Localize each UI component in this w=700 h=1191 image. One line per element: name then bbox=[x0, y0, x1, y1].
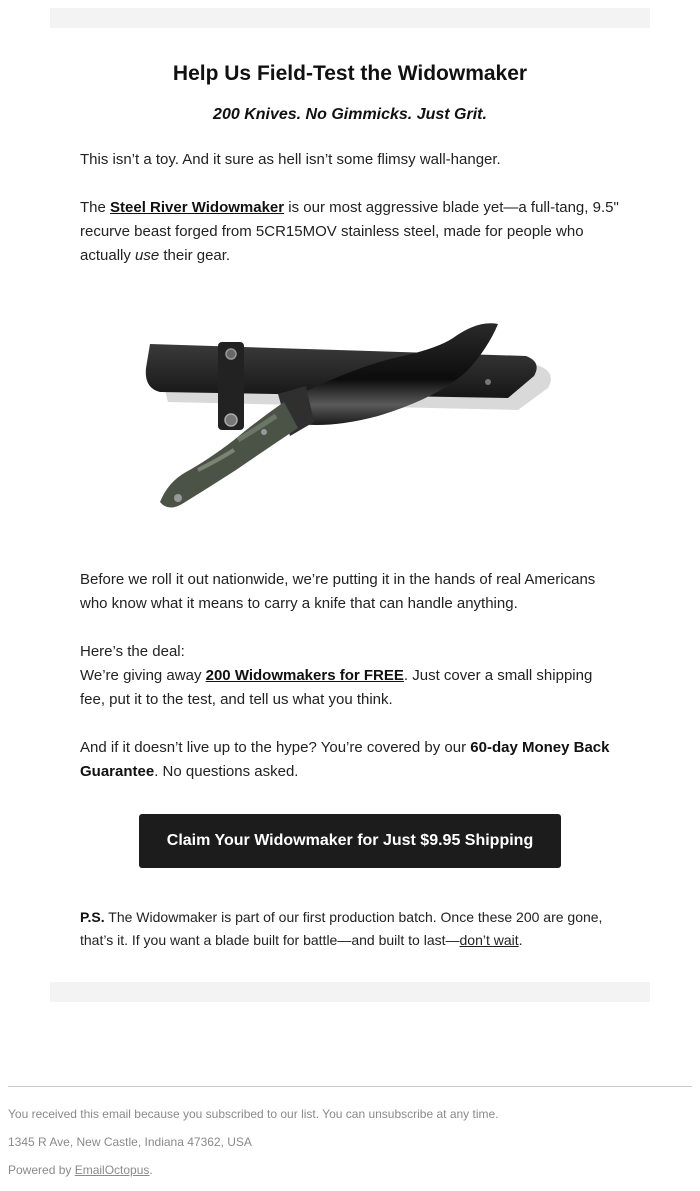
text-span: The bbox=[80, 199, 111, 216]
text-span: . bbox=[149, 1163, 153, 1177]
footer-divider bbox=[8, 1086, 692, 1087]
free-offer-link[interactable]: 200 Widowmakers for FREE bbox=[205, 667, 404, 684]
subscription-notice: You received this email because you subscribed to our list. You can unsubscribe at any time. bbox=[8, 1107, 499, 1121]
powered-by bbox=[8, 1163, 153, 1177]
mailing-address: 1345 R Ave, New Castle, Indiana 47362, USA bbox=[8, 1135, 252, 1149]
text-span: . Just cover a small shipping fee, put it to the test, and tell us what you think. bbox=[80, 667, 593, 708]
text-span: We’re giving away bbox=[80, 667, 206, 684]
deal-line: Here’s the deal: bbox=[80, 643, 185, 660]
knife-illustration bbox=[138, 290, 562, 540]
header-band bbox=[50, 8, 650, 28]
product-link[interactable]: Steel River Widowmaker bbox=[110, 199, 285, 216]
text-span: their gear. bbox=[159, 247, 231, 264]
intro-paragraph: This isn’t a toy. And it sure as hell isn’t some flimsy wall-hanger. bbox=[80, 151, 501, 168]
footer-band bbox=[50, 982, 650, 1002]
text-span: The Widowmaker is part of our first production batch. Once these 200 are gone, that’s it. If you want a blade built for battle—and built to last— bbox=[80, 909, 603, 948]
claim-button[interactable]: Claim Your Widowmaker for Just $9.95 Shipping bbox=[139, 814, 561, 868]
launch-paragraph: Before we roll it out nationwide, we’re putting it in the hands of real Americans who know what it means to carry a knife that can handle anything. bbox=[80, 571, 596, 612]
offer-paragraph bbox=[80, 640, 620, 712]
text-span: . No questions asked. bbox=[154, 763, 299, 780]
text-span: is our most aggressive blade yet—a full-tang, 9.5" recurve beast forged from 5CR15MOV stainless steel, made for people who actually bbox=[80, 199, 619, 264]
text-span: . bbox=[518, 932, 523, 948]
emphasis-text: use bbox=[135, 247, 160, 264]
dont-wait-link[interactable]: don’t wait bbox=[459, 932, 519, 948]
guarantee-paragraph bbox=[80, 736, 620, 784]
text-span: And if it doesn’t live up to the hype? You’re covered by our bbox=[80, 739, 471, 756]
email-card bbox=[50, 28, 650, 982]
ps-paragraph bbox=[80, 906, 620, 952]
email-title: Help Us Field-Test the Widowmaker bbox=[172, 62, 528, 85]
email-subtitle: 200 Knives. No Gimmicks. Just Grit. bbox=[213, 106, 487, 123]
guarantee-text: 60-day Money Back Guarantee bbox=[80, 739, 610, 780]
knife-product-image[interactable] bbox=[138, 290, 562, 540]
product-paragraph bbox=[80, 196, 620, 268]
ps-label: P.S. bbox=[80, 909, 105, 925]
text-span: Powered by bbox=[8, 1163, 75, 1177]
offer-line bbox=[80, 664, 620, 712]
emailoctopus-link[interactable]: EmailOctopus bbox=[74, 1163, 150, 1177]
